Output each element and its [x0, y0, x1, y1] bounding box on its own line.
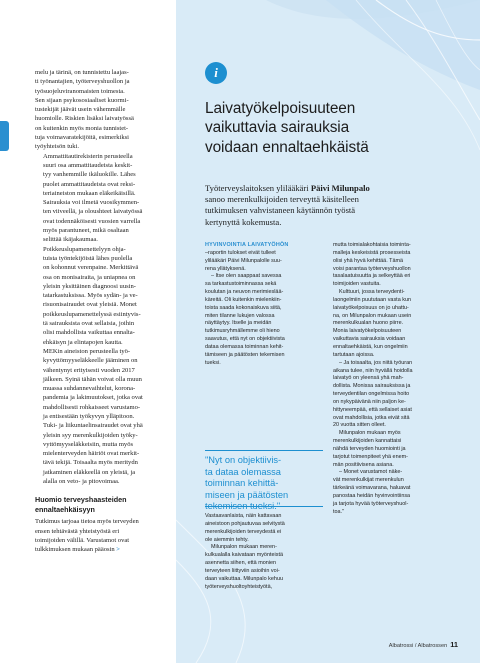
body-line: terveydentilan ongelmissa hoito: [333, 391, 410, 398]
body-line: pandemia ja lakimuutokset, jotka ovat: [43, 394, 143, 402]
body-line: ti työnantajien, työterveyshuollon ja: [35, 78, 130, 86]
body-line: tatarkastuksissa. Myös sydän- ja ve-: [43, 292, 138, 300]
body-line: sa tarkastustoiminnassa sekä: [205, 281, 277, 288]
body-line: tueksi.: [205, 359, 221, 366]
body-line: laivatyökelpoisuus on jo uhattu-: [333, 304, 409, 311]
body-line: kyvyttömyyseläkkeelle jääminen on: [43, 357, 138, 365]
body-line: tutkimusryhmällemme oli hieno: [205, 328, 280, 335]
body-line: tasalaatuisuutta ja selkeyttää eri: [333, 273, 411, 280]
body-line: dataa olemassa toiminnan kehit-: [205, 343, 284, 350]
body-line: Monia laivatyökelpoisuuteen: [333, 328, 402, 335]
body-line: tä sairauksista ovat sellaisia, joihin: [43, 320, 135, 328]
pullquote-rule-bottom: [205, 506, 323, 507]
body-line: nähdä terveyden huomiointi ja: [333, 445, 406, 452]
pullquote: [205, 455, 327, 513]
body-line: –raportin tulokset eivät tulleet: [205, 249, 276, 256]
body-line: ensen tehtävästä yhteistyöstä eri: [35, 527, 120, 535]
body-line: na, on Milunpalon mukaan usein: [333, 312, 412, 319]
body-line: ehkäisyn ja elintapojen kautta.: [43, 338, 123, 346]
body-line: aikana tulee, niin hyvällä hoidolla: [333, 367, 413, 374]
body-line: terveyteen liittyviin asioihin voi-: [205, 567, 280, 574]
body-line: Kulttuuri, jossa terveydenti-: [339, 289, 405, 296]
body-line: ylilääkäri Päivi Milunpalolle suu-: [205, 257, 282, 264]
body-line: tartutaan ajoissa.: [333, 351, 375, 358]
body-line: yleisin yksittäinen diagnoosi uusin-: [43, 282, 136, 290]
body-line: alalla on veto- ja pitovoimaa.: [43, 478, 120, 486]
body-line: Tuki- ja liikuntaelinsairaudet ovat yhä: [43, 422, 143, 430]
pullquote-line: "Nyt on objektiivis-: [205, 455, 282, 465]
body-line: tävä tekijä. Toisaalta myös meritydn: [43, 459, 138, 467]
body-line: yleisin syy merenkulkijoiden työky-: [43, 431, 138, 439]
body-line: näyttäytyy. Itselle ja meidän: [205, 320, 272, 327]
body-line: on kohonnut verenpaine. Merkittävä: [43, 264, 139, 272]
body-line: laivatyö on yleensä yhä mah-: [333, 375, 404, 382]
body-line: selittää ikäjakaumaa.: [43, 236, 98, 244]
body-line: aineistoon pohjautuvaa selvitystä: [205, 520, 285, 527]
headline-line: vaikuttavia sairauksia: [205, 119, 350, 137]
pullquote-line: ta dataa olemassa: [205, 466, 281, 477]
body-line: Poikkeuslupamenettelyyn ohja-: [43, 245, 126, 253]
body-line: merenkulkijoiden terveydestä ei: [205, 528, 282, 535]
body-line: toimijoiden vastuita.: [333, 281, 381, 288]
continue-arrow-icon: >: [116, 546, 121, 554]
lead-line: tutkimuksen vahvistaneen käytännön työstä: [205, 205, 356, 216]
body-line: tustekijät jäävät usein vähemmälle: [35, 106, 126, 114]
lead-line: kertynyttä kokemusta.: [205, 216, 282, 227]
body-line: hittyneempää, että sellaiset asiat: [333, 406, 412, 413]
body-line: teriaineiston mukaan eläkeikäisillä.: [43, 189, 136, 197]
body-paragraph: [35, 245, 167, 347]
pullquote-rule-top: [205, 450, 323, 451]
body-line: risuonisairaudet ovat yleisiä. Monet: [43, 301, 137, 309]
body-line: tulkkimuksen mukaan pääosin: [35, 546, 115, 554]
body-paragraph: [35, 68, 167, 152]
body-line: vyttömyyseläkkeisiin, mutta myös: [43, 440, 134, 448]
body-line: merenkulkijoiden kannattaisi: [333, 438, 402, 445]
headline-line: voidaan ennaltaehkäistä: [205, 138, 369, 156]
body-line: ovat todennäköisesti vuosien varrella: [43, 217, 141, 225]
body-line: tuista työntekijöistä lähes puolella: [43, 254, 133, 262]
body-line: mahdollisesti rohkaisseet varustamo-: [43, 403, 141, 411]
publication-name: Albatrossi / Albatrossen: [388, 643, 448, 649]
subheading-line: Huomio terveyshaasteiden: [35, 495, 127, 505]
body-line: – Ja toisaalta, jos niitä työuran: [339, 359, 413, 366]
body-line: työsuojeluviranomaisten toimesta.: [35, 87, 125, 95]
body-column-3: [333, 242, 455, 517]
body-line: Tutkimus tarjoaa tietoa myös terveyden: [35, 518, 139, 526]
body-line: män positiivisena asiana.: [333, 461, 394, 468]
body-line: toa.": [333, 508, 344, 515]
body-line: panostaa heidän hyvinvointiinsa: [333, 493, 411, 499]
body-line: ole aiemmin tehty.: [205, 536, 249, 543]
section-subheading: [35, 495, 167, 514]
body-line: ovat mahdollisia, jotka eivät sitä: [333, 414, 410, 421]
body-line: olisi yhä hyvä kehittää. Tämä: [333, 257, 404, 264]
pullquote-line: [205, 501, 327, 513]
body-line: osa on monisairaita, ja uniapnea on: [43, 273, 136, 281]
body-line: vähentynyt erityisesti vuoden 2017: [43, 366, 135, 374]
body-column-2: [205, 242, 323, 368]
body-line: on nykypäivänä niin paljon ke-: [333, 398, 406, 405]
pullquote-line: miseen ja päätösten: [205, 489, 289, 500]
body-line: poikkeuslupamenettelyssä esiintyvis-: [43, 310, 141, 318]
body-line: rena yllätyksenä.: [205, 265, 246, 272]
body-line: käreitä. Oli kuitenkin mielenkiin-: [205, 296, 282, 303]
body-line: dollista. Monissa sairauksissa ja: [333, 383, 411, 390]
body-line: tuja voimavaratekijöitä, esimerkiksi: [35, 134, 129, 142]
body-line: 20 vuotta sitten olleet.: [333, 422, 386, 429]
body-line: huomiolle. Riskien lisäksi laivatyössä: [35, 115, 134, 123]
body-line: jälkeen. Syinä tähän voivat olla muun: [43, 375, 142, 383]
body-line: tämiseen ja päätösten tekemisen: [205, 351, 285, 358]
lead-text: Työterveyslaitoksen ylilääkäri: [205, 183, 311, 193]
body-line: työyhteisön tuki.: [35, 143, 80, 151]
lead-line: sanoo merenkulkijoiden terveyttä käsitelleen: [205, 194, 359, 205]
page-number: 11: [450, 640, 458, 649]
pullquote-line: toiminnan kehittä-: [205, 478, 279, 489]
subheading-line: ennaltaehkäisyyn: [35, 504, 95, 514]
body-line: tärkeänä voimavarana, haluavat: [333, 485, 411, 492]
left-article-column: [35, 68, 167, 555]
lead-paragraph: [205, 183, 455, 228]
body-line: toimijoiden välillä. Varustamot ovat: [35, 536, 130, 544]
body-line: toista saada kokonaiskuva siitä,: [205, 304, 282, 311]
body-line: koulutan ja neuvon merimieslää-: [205, 289, 284, 296]
section-kicker: HYVINVOINTIA LAIVATYÖHÖN: [205, 242, 289, 248]
body-line: Vastaavanlaista, näin kattavaan: [205, 513, 282, 519]
body-line: myös parantuneet, mikä osaltaan: [43, 227, 129, 235]
body-line: Milunpalon mukaan meren-: [211, 544, 277, 551]
info-icon: i: [205, 62, 227, 84]
body-line: Ammattitautirekisterin perusteella: [43, 152, 133, 160]
body-line: tarjotut toimenpiteet yhä enem-: [333, 453, 408, 460]
body-line: Milunpalon mukaan myös: [339, 430, 401, 437]
body-line: – Itse olen saappaat savessa: [211, 273, 282, 280]
article-headline: [205, 99, 445, 157]
body-line: merenkulkualan huono piirre.: [333, 320, 404, 327]
body-line: malleja keskeisistä prosesseista: [333, 249, 411, 256]
body-line: ja entisestään työkyvyn ylläpitoon.: [43, 412, 135, 420]
body-line: miten tilanne lukujen valossa: [205, 312, 275, 319]
body-line: – Monet varustamot näke-: [339, 469, 403, 476]
body-line: suuri osa ammattitaudeista keskit-: [43, 161, 133, 169]
body-line: laongelmiin puututaan vasta kun: [333, 296, 411, 303]
page-edge-tab: [0, 121, 9, 151]
body-line: voisi parantaa työterveyshuollon: [333, 265, 411, 272]
lead-name: Päivi Milunpalo: [310, 183, 370, 193]
body-line: Sen sijaan psykososiaaliset kuormi-: [35, 96, 129, 104]
body-line: kulkualalla kaivataan myönteistä: [205, 552, 283, 559]
body-line: tyy vanhemmille ikäluokille. Lähes: [43, 171, 136, 179]
body-line: puolet ammattitaudeista ovat reksi-: [43, 180, 136, 188]
body-paragraph: [35, 347, 167, 486]
body-line: mutta toimialakohtaisia toiminta-: [333, 242, 411, 248]
headline-line: Laivatyökelpoisuuteen: [205, 100, 356, 117]
body-line: ennaltaehkäistä, kun ongelmiin: [333, 343, 408, 350]
body-line: jatkaminen eläkkeellä on yleistä, ja: [43, 468, 136, 476]
body-line: saavutus, että nyt on objektiivista: [205, 336, 285, 343]
body-line: ja tarjota hyvää työterveyshuol-: [333, 500, 409, 507]
body-line: ten viiveellä, ja oloushteet laivatyössä: [43, 208, 143, 216]
body-line: asennetta siihen, että monien: [205, 560, 277, 567]
body-paragraph: [35, 517, 167, 554]
body-line: MEKin aineiston perusteella työ-: [43, 347, 131, 355]
body-line: on kuitenkin myös monia tunnistet-: [35, 124, 129, 132]
body-line: Sairauksia voi ilmetä vuosikymmen-: [43, 199, 140, 207]
body-line: mielenterveyden häiriöt ovat merkit-: [43, 450, 140, 458]
body-line: daan vaikuttaa. Milunpalo kehuu: [205, 575, 283, 582]
body-line: vät merenkulkijat merenkulun: [333, 477, 404, 484]
page-footer: [389, 640, 458, 649]
body-paragraph: [35, 152, 167, 245]
body-column-2-continued: [205, 513, 323, 591]
body-line: olisi mahdollista vaikuttaa ennalta-: [43, 329, 135, 337]
body-line: vaikuttavia sairauksia voidaan: [333, 336, 406, 343]
body-line: työterveyshuoltoyhteistyötä,: [205, 583, 273, 590]
body-line: melu ja tärinä, on tunnistettu laajas-: [35, 69, 129, 76]
body-line: muassa suhdannevaihtelut, korona-: [43, 385, 136, 393]
